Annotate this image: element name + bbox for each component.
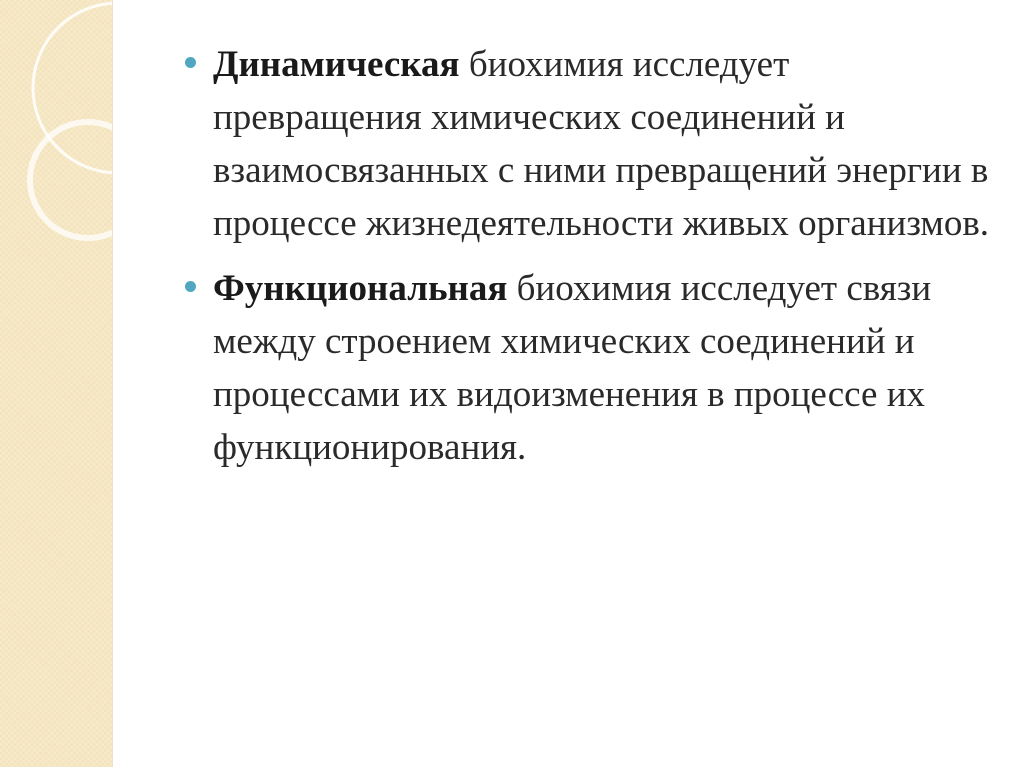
bullet-item-dynamic [185,38,1000,250]
decorative-ring-large [33,3,112,173]
slide-content [185,38,1000,486]
bullet-term: Динамическая [213,44,460,85]
bullet-text: биохимия исследует превращения химических соединений и взаимосвязанных с ними превращений энергии в процессе жизнедеятельности живых организмов. [213,44,990,244]
decorative-sidebar [0,0,113,767]
bullet-dot-icon [185,281,196,292]
bullet-dot-icon [185,57,196,68]
bullet-term: Функциональная [213,268,508,309]
decorative-ring-small [30,122,112,238]
bullet-text: биохимия исследует связи между строением химических соединений и процессами их видоизменения в процессе их функционирования. [213,268,932,468]
decorative-rings [0,0,112,767]
bullet-item-functional [185,262,1000,474]
